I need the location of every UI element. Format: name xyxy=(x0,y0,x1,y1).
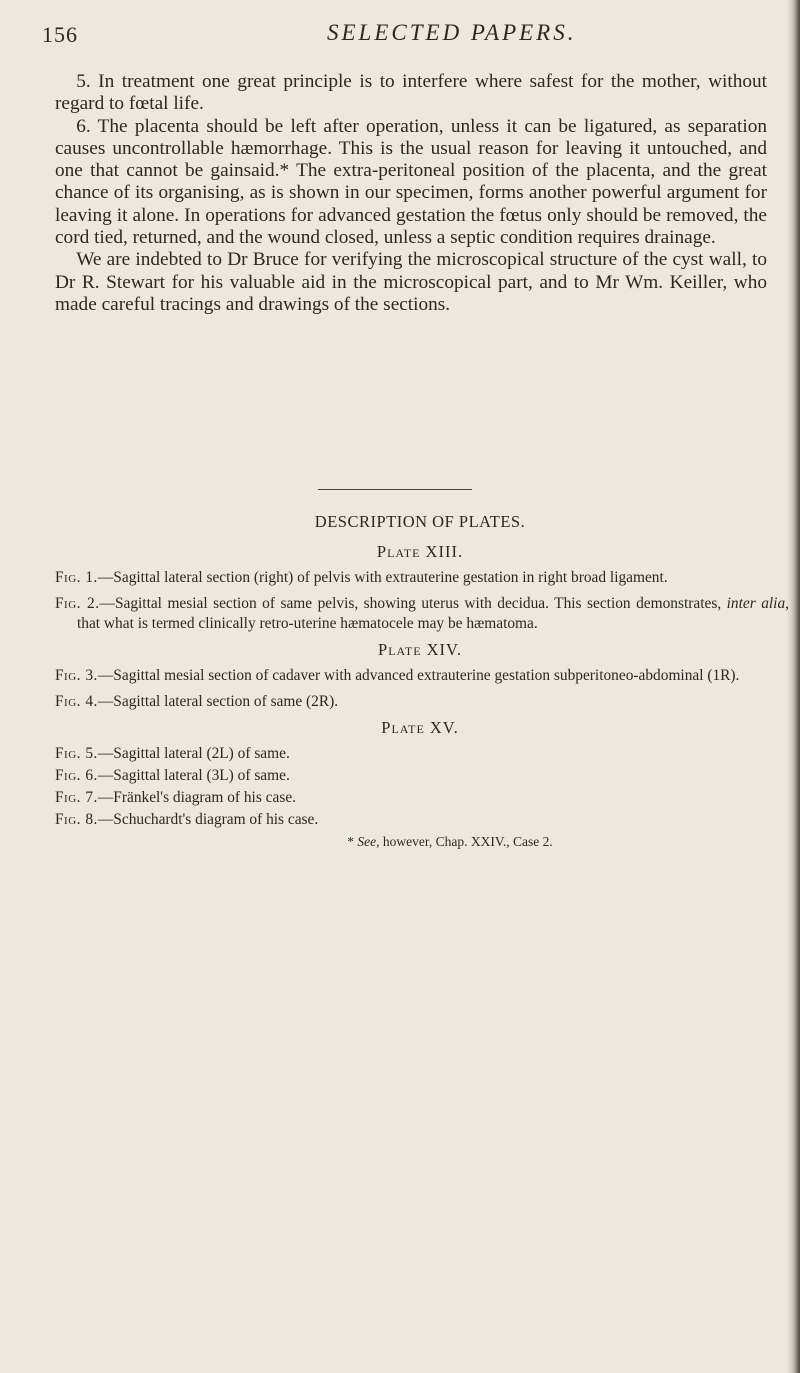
figure-caption xyxy=(55,666,789,686)
page-number: 156 xyxy=(42,22,78,47)
body-text xyxy=(55,71,767,316)
figure-text: —Schuchardt's diagram of his case. xyxy=(97,811,319,828)
figure-label: Fig. 1. xyxy=(55,569,98,586)
figure-caption xyxy=(55,568,789,588)
plate-title: Plate XIII. xyxy=(376,542,464,561)
figure-label: Fig. 4. xyxy=(55,693,98,710)
paragraph-5: 5. In treatment one great principle is to interfere where safest for the mother, without regard to fœtal life. xyxy=(55,71,767,115)
figure-text-continued: , that what is termed clinically retro-uterine hæmatocele may be hæmatoma. xyxy=(77,595,790,632)
figure-text: —Sagittal mesial section of cadaver with advanced extrauterine gestation subperitoneo-abdominal (1R). xyxy=(97,667,740,684)
footnote-text: , however, Chap. XXIV., Case 2. xyxy=(376,834,553,849)
figure-text-italic: inter alia xyxy=(726,595,786,612)
section-divider xyxy=(318,489,472,490)
figure-caption xyxy=(55,692,789,712)
figure-caption xyxy=(55,766,789,786)
plates-heading: DESCRIPTION OF PLATES. xyxy=(314,512,526,531)
figure-label: Fig. 5. xyxy=(55,745,98,762)
page-header xyxy=(42,18,772,58)
footnote-italic: See xyxy=(357,834,377,849)
footnote xyxy=(55,832,785,852)
footnote-marker: * xyxy=(347,834,358,849)
figure-text: —Sagittal lateral (2L) of same. xyxy=(97,745,290,762)
figure-text: —Sagittal mesial section of same pelvis, showing uterus with decidua. This section demonstrates, xyxy=(99,595,727,612)
figure-label: Fig. 6. xyxy=(55,767,98,784)
paragraph-acknowledgements: We are indebted to Dr Bruce for verifying the microscopical structure of the cyst wall, to Dr R. Stewart for his valuable aid in the microscopical part, and to Mr Wm. Keiller, who made careful tracings and drawings of the sections. xyxy=(55,249,767,315)
figure-label: Fig. 8. xyxy=(55,811,98,828)
figure-label: Fig. 2. xyxy=(55,595,100,612)
figure-text: —Sagittal lateral section (right) of pelvis with extrauterine gestation in right broad ligament. xyxy=(97,569,668,586)
plates-description xyxy=(55,512,790,852)
plate-title: Plate XIV. xyxy=(378,640,462,659)
figure-label: Fig. 7. xyxy=(55,789,98,806)
figure-caption xyxy=(55,810,789,830)
figure-label: Fig. 3. xyxy=(55,667,98,684)
plate-title: Plate XV. xyxy=(381,718,459,737)
paragraph-6: 6. The placenta should be left after operation, unless it can be ligatured, as separation causes uncontrollable hæmorrhage. This is the usual reason for leaving it untouched, and one that cannot be gainsaid.* The extra-peritoneal position of the placenta, and the great chance of its organising, as is shown in our specimen, forms another powerful argument for leaving it alone. In operations for advanced gestation the fœtus only should be removed, the cord tied, returned, and the wound closed, unless a septic condition requires drainage. xyxy=(55,115,767,249)
figure-caption xyxy=(55,788,789,808)
figure-caption xyxy=(55,744,789,764)
running-title: SELECTED PAPERS. xyxy=(327,20,577,45)
figure-caption xyxy=(55,594,789,634)
figure-text: —Sagittal lateral section of same (2R). xyxy=(97,693,339,710)
page-edge-shadow xyxy=(786,0,800,1373)
figure-text: —Sagittal lateral (3L) of same. xyxy=(97,767,290,784)
figure-text: —Fränkel's diagram of his case. xyxy=(97,789,297,806)
